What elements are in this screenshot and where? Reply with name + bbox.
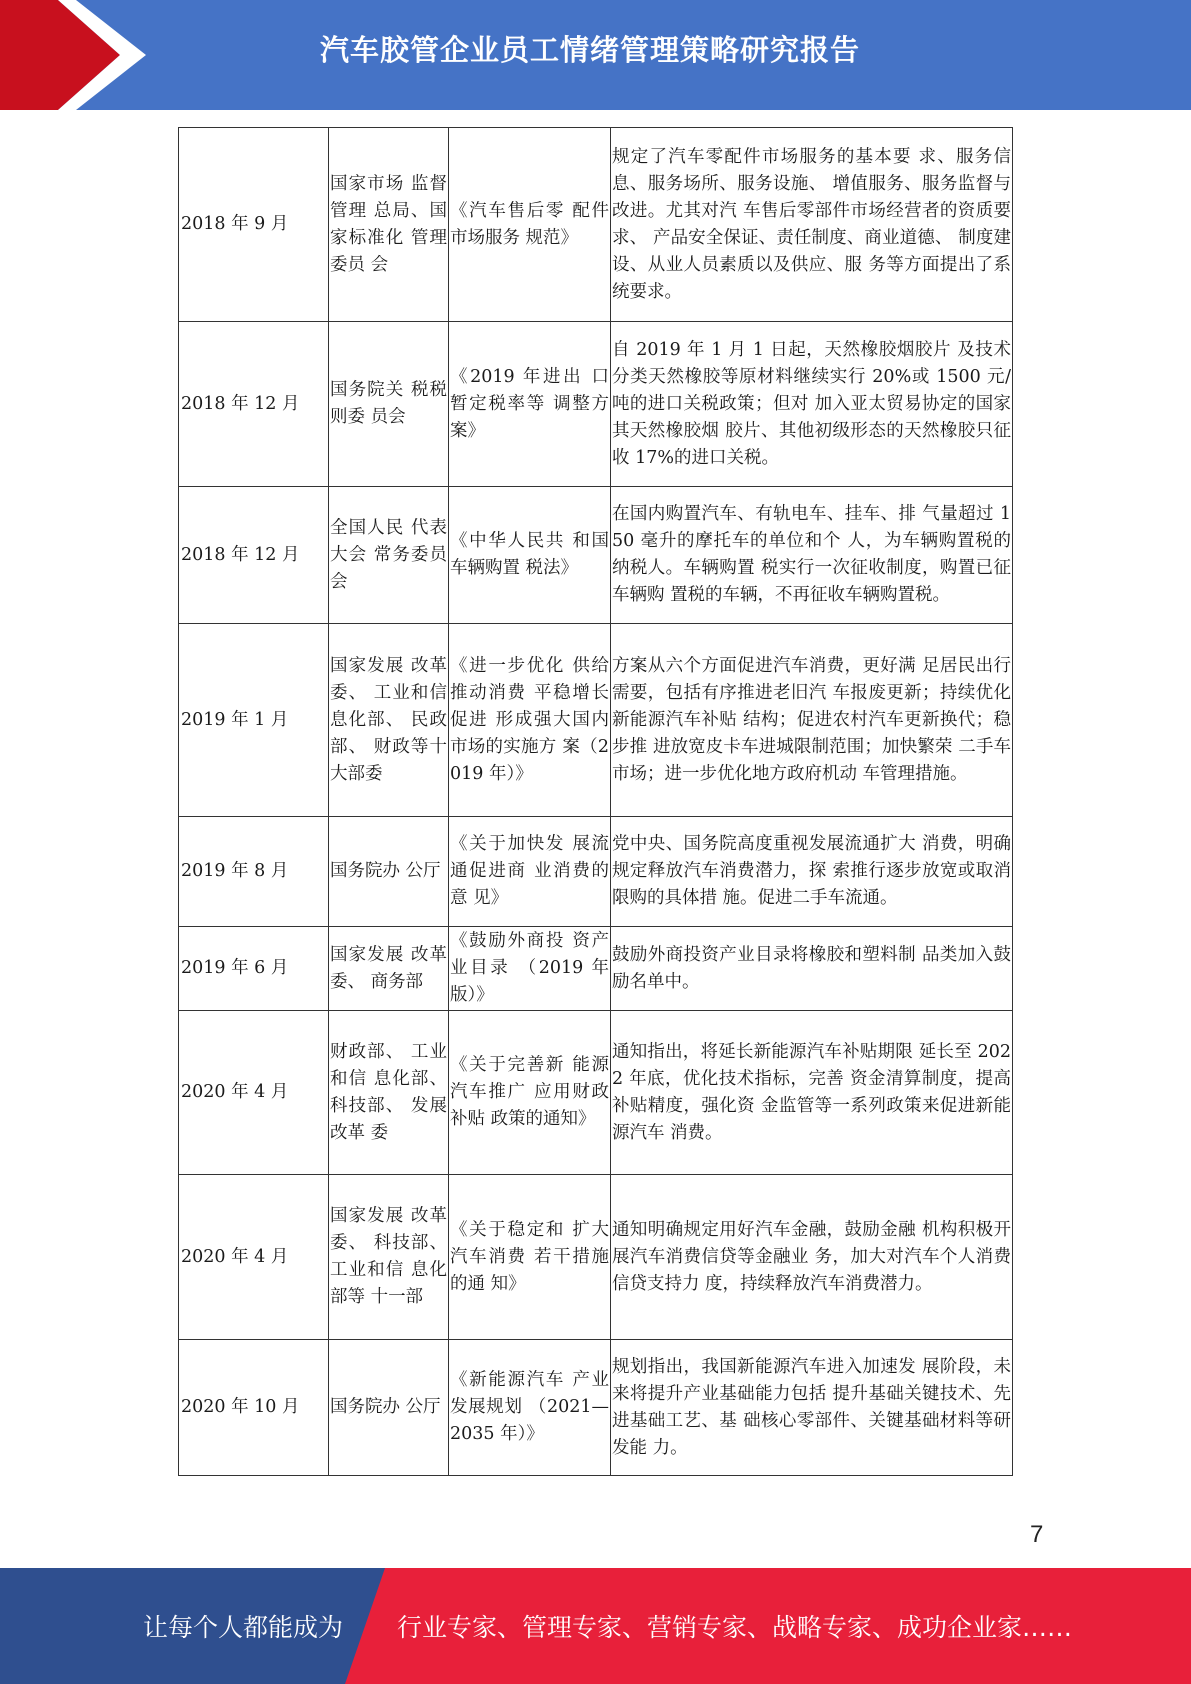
page-footer — [0, 1568, 1191, 1684]
table-row — [179, 624, 1013, 817]
cell-content: 在国内购置汽车、有轨电车、挂车、排 气量超过 150 毫升的摩托车的单位和个 人，为车辆购置税的纳税人。车辆购置 税实行一次征收制度，购置已征车辆购 置税的车辆，不再征收车辆购置税。 — [611, 487, 1013, 624]
table-row — [179, 1011, 1013, 1175]
cell-date: 2018 年 9 月 — [179, 128, 329, 322]
cell-document: 《鼓励外商投 资产业目录 （2019 年版）》 — [449, 927, 611, 1011]
table-row — [179, 1340, 1013, 1476]
cell-document: 《关于加快发 展流通促进商 业消费的意 见》 — [449, 817, 611, 927]
cell-organization: 财政部、 工业和信 息化部、 科技部、 发展改革 委 — [329, 1011, 449, 1175]
footer-slogan-left: 让每个人都能成为 — [143, 1613, 344, 1642]
cell-content: 党中央、国务院高度重视发展流通扩大 消费，明确规定释放汽车消费潜力，探 索推行逐步放宽或取消限购的具体措 施。促进二手车流通。 — [611, 817, 1013, 927]
cell-organization: 国务院办 公厅 — [329, 1340, 449, 1476]
cell-date: 2019 年 1 月 — [179, 624, 329, 817]
cell-organization: 国家发展 改革委、 科技部、 工业和信 息化部等 十一部 — [329, 1175, 449, 1340]
cell-date: 2020 年 10 月 — [179, 1340, 329, 1476]
cell-organization: 国家发展 改革委、 工业和信 息化部、 民政部、 财政等十 大部委 — [329, 624, 449, 817]
cell-content: 方案从六个方面促进汽车消费，更好满 足居民出行需要，包括有序推进老旧汽 车报废更新；持续优化新能源汽车补贴 结构；促进农村汽车更新换代；稳步推 进放宽皮卡车进城限制范围；加快繁荣 二手车市场；进一步优化地方政府机动 车管理措施。 — [611, 624, 1013, 817]
cell-document: 《中华人民共 和国车辆购置 税法》 — [449, 487, 611, 624]
cell-document: 《关于稳定和 扩大汽车消费 若干措施的通 知》 — [449, 1175, 611, 1340]
cell-date: 2020 年 4 月 — [179, 1011, 329, 1175]
cell-organization: 国家市场 监督管理 总局、国 家标准化 管理委员 会 — [329, 128, 449, 322]
table-row — [179, 487, 1013, 624]
cell-document: 《2019 年进出 口暂定税率等 调整方案》 — [449, 322, 611, 487]
table-row — [179, 322, 1013, 487]
cell-organization: 全国人民 代表大会 常务委员 会 — [329, 487, 449, 624]
cell-content: 规划指出，我国新能源汽车进入加速发 展阶段，未来将提升产业基础能力包括 提升基础关键技术、先进基础工艺、基 础核心零部件、关键基础材料等研发能 力。 — [611, 1340, 1013, 1476]
table-row — [179, 1175, 1013, 1340]
cell-document: 《新能源汽车 产业发展规划 （2021—2035 年）》 — [449, 1340, 611, 1476]
policy-table — [178, 127, 1013, 1476]
table-row — [179, 927, 1013, 1011]
cell-content: 通知指出，将延长新能源汽车补贴期限 延长至 2022 年底，优化技术指标，完善 资金清算制度，提高补贴精度，强化资 金监管等一系列政策来促进新能源汽车 消费。 — [611, 1011, 1013, 1175]
cell-organization: 国务院关 税税则委 员会 — [329, 322, 449, 487]
report-title: 汽车胶管企业员工情绪管理策略研究报告 — [320, 33, 861, 67]
cell-document: 《关于完善新 能源汽车推广 应用财政补贴 政策的通知》 — [449, 1011, 611, 1175]
cell-date: 2019 年 6 月 — [179, 927, 329, 1011]
table-row — [179, 817, 1013, 927]
cell-date: 2018 年 12 月 — [179, 322, 329, 487]
cell-date: 2020 年 4 月 — [179, 1175, 329, 1340]
cell-document: 《汽车售后零 配件市场服务 规范》 — [449, 128, 611, 322]
footer-slogan-right: 行业专家、管理专家、营销专家、战略专家、成功企业家…… — [397, 1613, 1073, 1642]
cell-content: 通知明确规定用好汽车金融，鼓励金融 机构积极开展汽车消费信贷等金融业 务，加大对汽车个人消费信贷支持力 度，持续释放汽车消费潜力。 — [611, 1175, 1013, 1340]
cell-organization: 国务院办 公厅 — [329, 817, 449, 927]
cell-content: 鼓励外商投资产业目录将橡胶和塑料制 品类加入鼓励名单中。 — [611, 927, 1013, 1011]
page-number: 7 — [1030, 1521, 1044, 1548]
cell-organization: 国家发展 改革委、 商务部 — [329, 927, 449, 1011]
page-header — [0, 0, 1191, 110]
cell-date: 2018 年 12 月 — [179, 487, 329, 624]
cell-document: 《进一步优化 供给推动消费 平稳增长促进 形成强大国内 市场的实施方 案（2019 年）》 — [449, 624, 611, 817]
table-row — [179, 128, 1013, 322]
cell-content: 规定了汽车零配件市场服务的基本要 求、服务信息、服务场所、服务设施、 增值服务、服务监督与改进。尤其对汽 车售后零部件市场经营者的资质要求、 产品安全保证、责任制度、商业道德、 制度建设、从业人员素质以及供应、服 务等方面提出了系统要求。 — [611, 128, 1013, 322]
header-chevron-decoration — [0, 0, 150, 110]
cell-date: 2019 年 8 月 — [179, 817, 329, 927]
cell-content: 自 2019 年 1 月 1 日起，天然橡胶烟胶片 及技术分类天然橡胶等原材料继续实行 20%或 1500 元/吨的进口关税政策；但对 加入亚太贸易协定的国家其天然橡胶烟 胶片、其他初级形态的天然橡胶只征收 17%的进口关税。 — [611, 322, 1013, 487]
